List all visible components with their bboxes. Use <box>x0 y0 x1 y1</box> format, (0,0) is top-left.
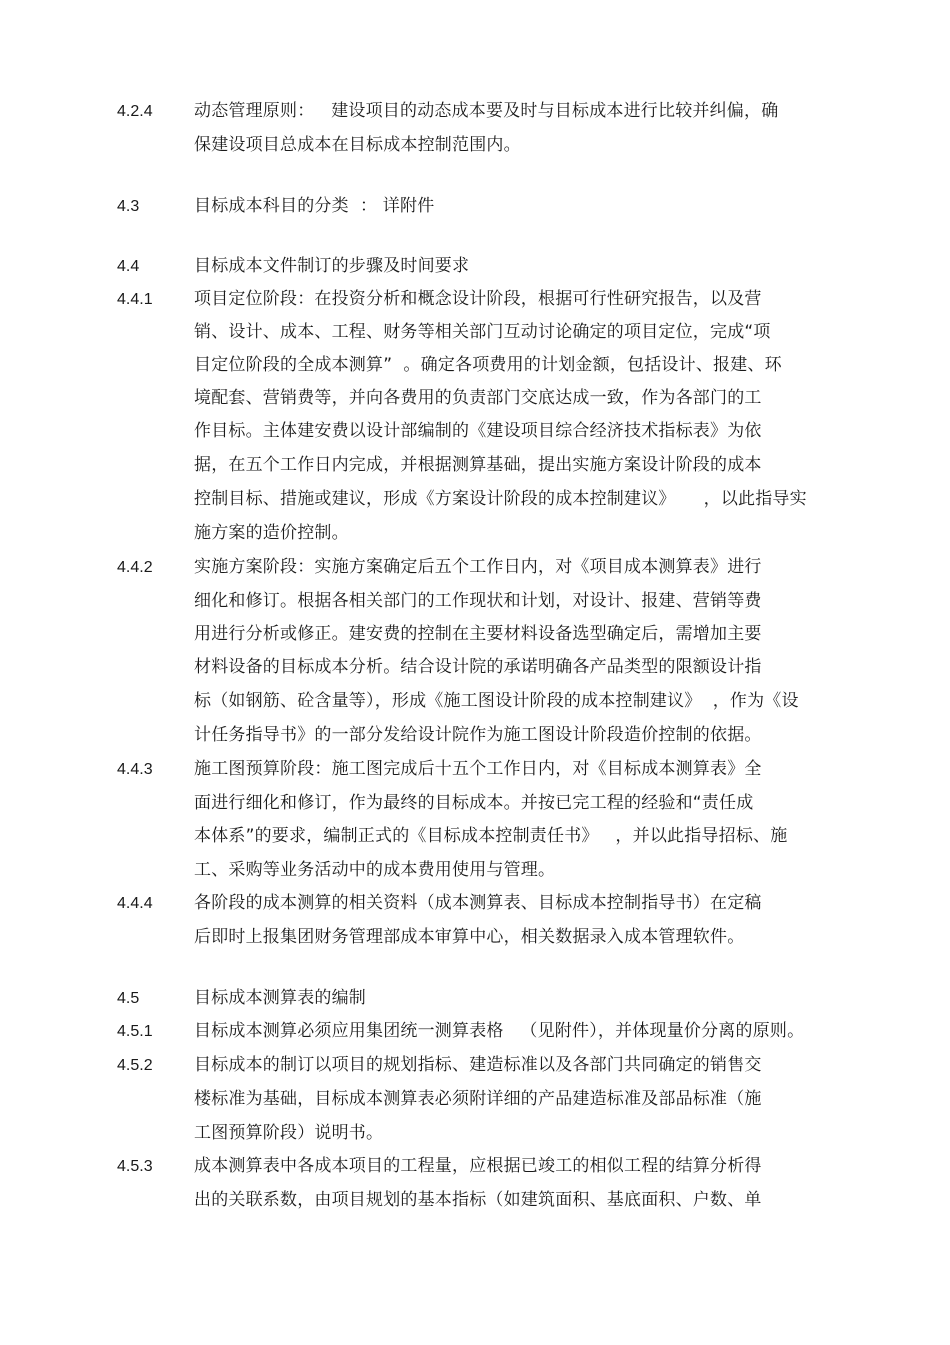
clause-number: 4.4.4 <box>117 895 153 912</box>
clause-text-line: 用进行分析或修正。建安费的控制在主要材料设备选型确定后，需增加主要 <box>194 624 762 644</box>
clause-number: 4.4 <box>117 258 140 275</box>
clause-text-line: 目定位阶段的全成本测算” 。确定各项费用的计划金额，包括设计、报建、环 <box>194 355 782 375</box>
clause-text-line: 目标成本测算必须应用集团统一测算表格 （见附件），并体现量价分离的原则。 <box>194 1021 805 1041</box>
clause-text-line: 作目标。主体建安费以设计部编制的《建设项目综合经济技术指标表》为依 <box>194 421 762 441</box>
clause-text-line: 细化和修订。根据各相关部门的工作现状和计划，对设计、报建、营销等费 <box>194 591 762 611</box>
clause-number: 4.5 <box>117 990 140 1007</box>
clause-text-line: 本体系”的要求，编制正式的《目标成本控制责任书》 ，并以此指导招标、施 <box>194 826 788 846</box>
clause-text-line: 控制目标、措施或建议，形成《方案设计阶段的成本控制建议》 ，以此指导实 <box>194 489 807 509</box>
clause-text-line: 工、采购等业务活动中的成本费用使用与管理。 <box>194 860 556 880</box>
clause-text-line: 工图预算阶段）说明书。 <box>194 1123 384 1143</box>
clause-text-line: 实施方案阶段：实施方案确定后五个工作日内，对《项目成本测算表》进行 <box>194 557 762 577</box>
clause-text-line: 施工图预算阶段：施工图完成后十五个工作日内，对《目标成本测算表》全 <box>194 759 762 779</box>
clause-number: 4.4.2 <box>117 559 153 576</box>
clause-text-line: 目标成本科目的分类 ： 详附件 <box>194 196 435 216</box>
clause-text-line: 出的关联系数，由项目规划的基本指标（如建筑面积、基底面积、户数、单 <box>194 1190 762 1210</box>
clause-number: 4.5.3 <box>117 1158 153 1175</box>
clause-text-line: 目标成本测算表的编制 <box>194 988 366 1008</box>
clause-text-line: 据，在五个工作日内完成，并根据测算基础，提出实施方案设计阶段的成本 <box>194 455 762 475</box>
clause-text-line: 目标成本的制订以项目的规划指标、建造标准以及各部门共同确定的销售交 <box>194 1055 762 1075</box>
clause-number: 4.5.1 <box>117 1023 153 1040</box>
clause-text-line: 后即时上报集团财务管理部成本审算中心，相关数据录入成本管理软件。 <box>194 927 745 947</box>
clause-number: 4.3 <box>117 198 140 215</box>
clause-text-line: 动态管理原则： 建设项目的动态成本要及时与目标成本进行比较并纠偏，确 <box>194 101 779 121</box>
clause-text-line: 面进行细化和修订，作为最终的目标成本。并按已完工程的经验和“责任成 <box>194 793 754 813</box>
clause-text-line: 楼标准为基础，目标成本测算表必须附详细的产品建造标准及部品标准（施 <box>194 1089 762 1109</box>
clause-text-line: 计任务指导书》的一部分发给设计院作为施工图设计阶段造价控制的依据。 <box>194 725 762 745</box>
clause-text-line: 材料设备的目标成本分析。结合设计院的承诺明确各产品类型的限额设计指 <box>194 657 762 677</box>
clause-number: 4.4.3 <box>117 761 153 778</box>
clause-text-line: 保建设项目总成本在目标成本控制范围内。 <box>194 135 521 155</box>
clause-text-line: 各阶段的成本测算的相关资料（成本测算表、目标成本控制指导书）在定稿 <box>194 893 762 913</box>
clause-number: 4.4.1 <box>117 291 153 308</box>
clause-text-line: 销、设计、成本、工程、财务等相关部门互动讨论确定的项目定位，完成“项 <box>194 322 771 342</box>
clause-text-line: 标（如钢筋、砼含量等），形成《施工图设计阶段的成本控制建议》 ，作为《设 <box>194 691 799 711</box>
clause-number: 4.5.2 <box>117 1057 153 1074</box>
clause-number: 4.2.4 <box>117 103 153 120</box>
clause-text-line: 施方案的造价控制。 <box>194 523 349 543</box>
clause-text-line: 成本测算表中各成本项目的工程量，应根据已竣工的相似工程的结算分析得 <box>194 1156 762 1176</box>
clause-text-line: 境配套、营销费等，并向各费用的负责部门交底达成一致，作为各部门的工 <box>194 388 762 408</box>
clause-text-line: 目标成本文件制订的步骤及时间要求 <box>194 256 470 276</box>
clause-text-line: 项目定位阶段：在投资分析和概念设计阶段，根据可行性研究报告，以及营 <box>194 289 762 309</box>
